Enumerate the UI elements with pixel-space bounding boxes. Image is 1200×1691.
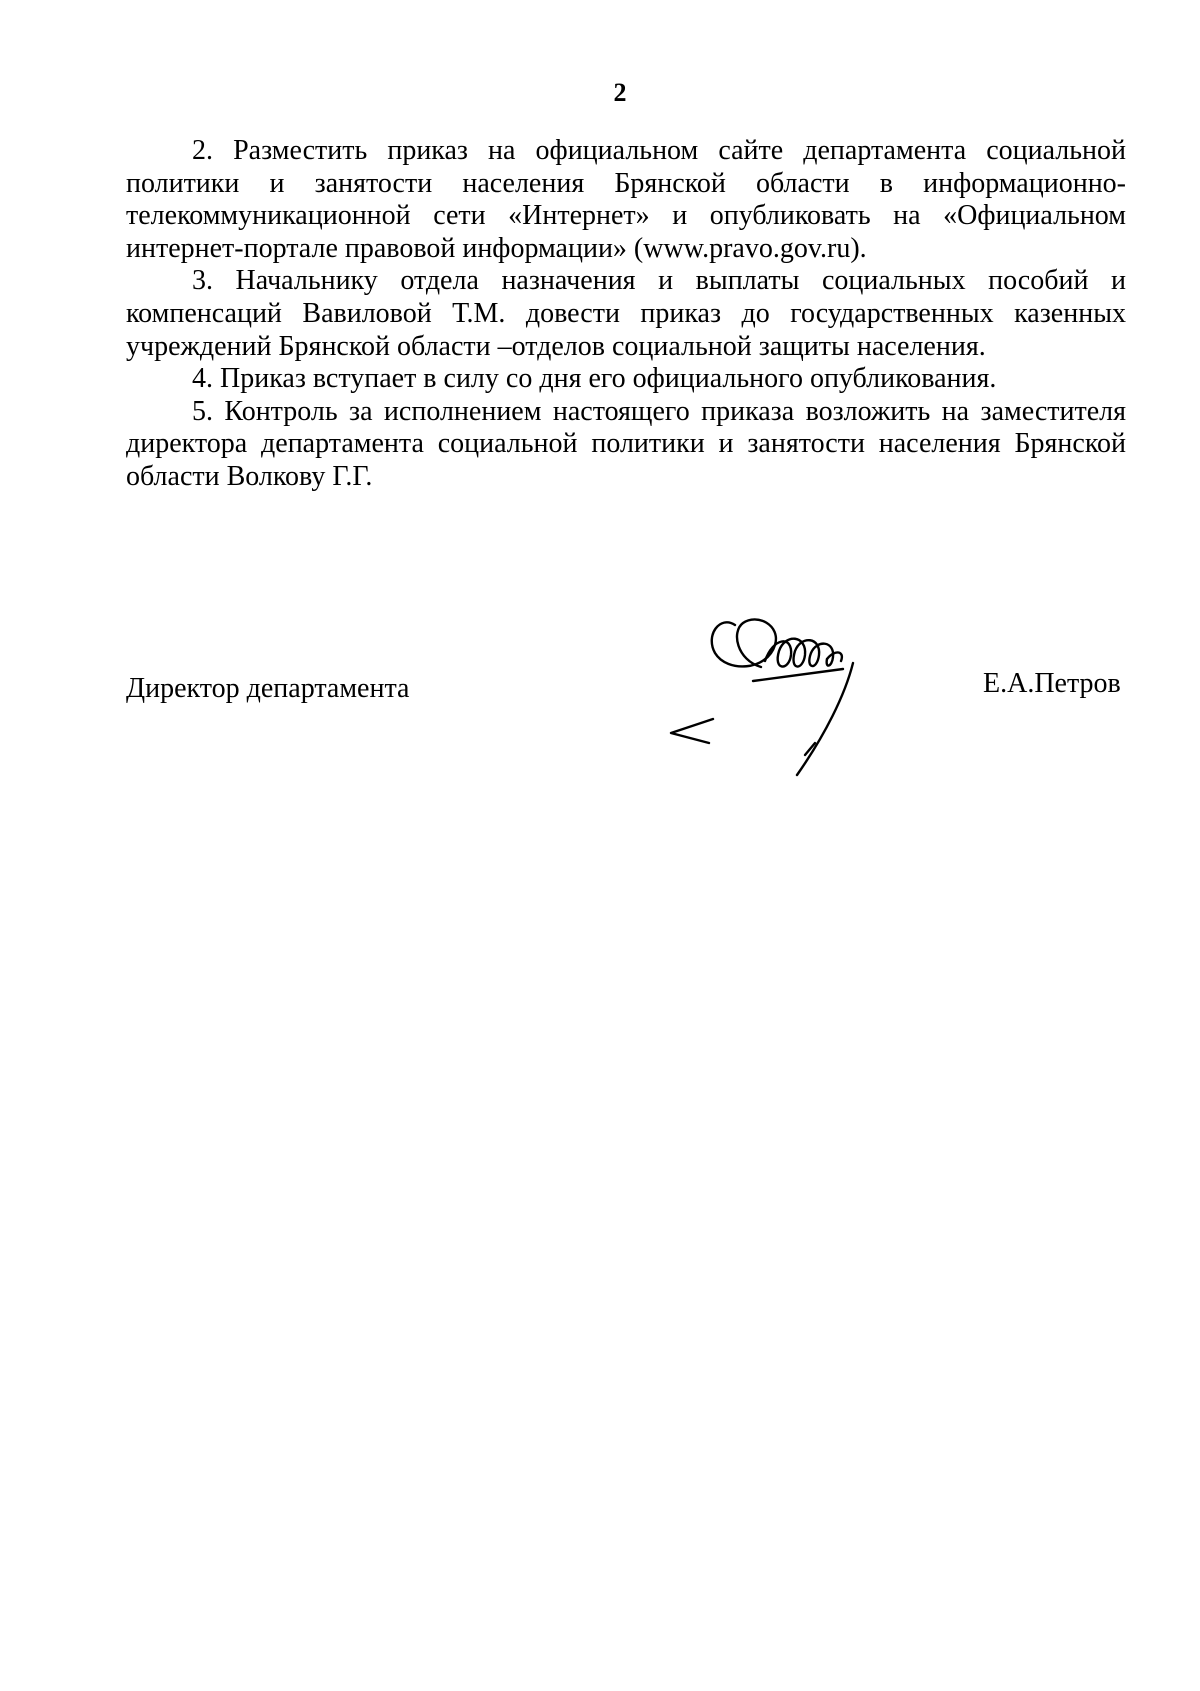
paragraph-2: 2. Разместить приказ на официальном сайте департамента социальной политики и занятости населения Брянской области в информационно-телекоммуникационной сети «Интернет» и опубликовать на «Официальном интернет-портале правовой информации» (www.pravo.gov.ru). <box>126 135 1126 264</box>
paragraph-5: 5. Контроль за исполнением настоящего приказа возложить на заместителя директора департамента социальной политики и занятости населения Брянской области Волкову Г.Г. <box>126 395 1126 492</box>
signatory-title: Директор департамента <box>126 673 410 704</box>
signatory-name: Е.А.Петров <box>983 668 1121 699</box>
document-body <box>126 135 1126 494</box>
handwritten-signature <box>665 605 950 780</box>
paragraph-3: 3. Начальнику отдела назначения и выплаты социальных пособий и компенсаций Вавиловой Т.М. довести приказ до государственных казенных учреждений Брянской области –отделов социальной защиты населения. <box>126 265 1126 362</box>
paragraph-4: 4. Приказ вступает в силу со дня его официального опубликования. <box>192 363 997 395</box>
page-number: 2 <box>613 78 627 107</box>
